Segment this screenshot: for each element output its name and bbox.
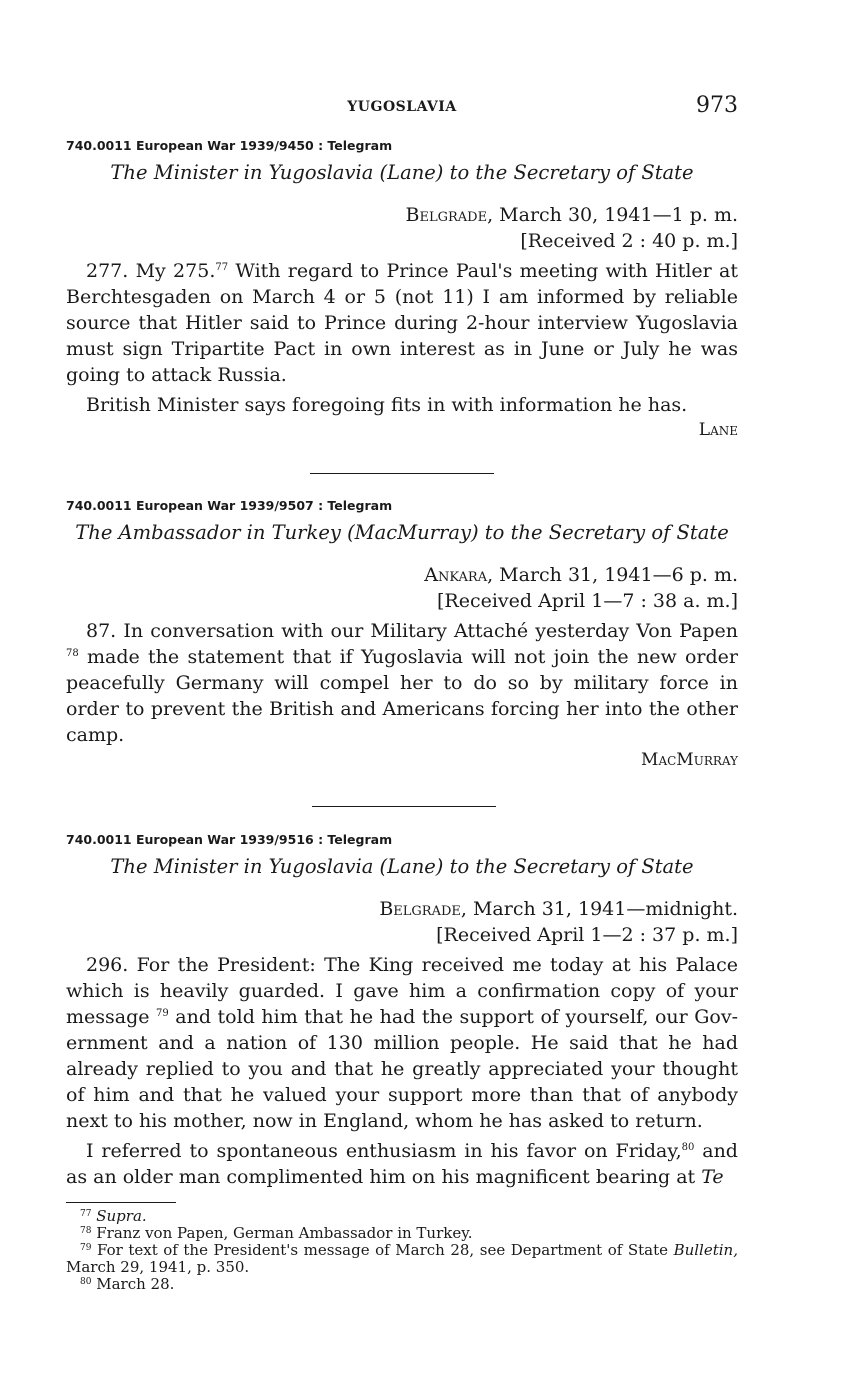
received-line: [Received 2 : 40 p. m.] — [520, 230, 738, 252]
footnote-text: Supra. — [96, 1207, 147, 1225]
paragraph-text: and told him that he had the support of yourself, our Gov-ernment and a nation of 130 million people. He said that he had already replied to you and that he greatly appreciated your thought of him and that he valued your support more than that of anybody next to his mother, now in England, whom he has asked to return. — [66, 1006, 738, 1132]
file-reference: 740.0011 European War 1939/9450 : Telegram — [66, 138, 393, 153]
footnote-ref: 79 — [156, 1008, 169, 1019]
dateline — [66, 562, 738, 588]
paragraph-lead: 87. In conversation with our Military Attaché yesterday Von Papen — [86, 620, 738, 642]
footnote-text-cont: March 29, 1941, p. 350. — [66, 1258, 250, 1276]
footnote-number: 77 — [80, 1209, 92, 1219]
paragraph-tail: Te — [701, 1166, 724, 1188]
footnote — [66, 1225, 738, 1242]
telegram-296 — [66, 832, 738, 1190]
telegram-heading: The Ambassador in Turkey (MacMurray) to the Secretary of State — [75, 521, 729, 544]
signature: Lane — [698, 420, 738, 440]
section-divider — [310, 473, 494, 474]
footnote — [66, 1276, 738, 1293]
dateline-date: March 31, 1941—6 p. m. — [493, 564, 738, 586]
paragraph-text: With regard to Prince Paul's meeting with Hitler at Berchtesgaden on March 4 or 5 (not 11) I am informed by reliable source that Hitler said to Prince during 2-hour interview Yugoslavia must sign Tripartite Pact in own interest as in June or July he was going to attack Russia. — [66, 260, 738, 386]
paragraph — [66, 952, 738, 1134]
dateline — [66, 896, 738, 922]
telegram-87 — [66, 498, 738, 770]
paragraph-lead: 277. My 275. — [86, 260, 216, 282]
dateline-place: Belgrade, — [379, 898, 467, 920]
footnotes — [66, 1208, 738, 1293]
footnote-text: March 28. — [96, 1275, 175, 1293]
footnote-number: 78 — [80, 1226, 92, 1236]
footnote-text: Franz von Papen, German Ambassador in Turkey. — [96, 1224, 473, 1242]
running-head — [66, 93, 738, 123]
paragraph-text: and as an older man complimented him on his magnificent bearing at — [66, 1140, 738, 1188]
footnote-ref: 77 — [215, 262, 229, 273]
telegram-heading: The Minister in Yugoslavia (Lane) to the Secretary of State — [110, 161, 694, 184]
footnote-number: 80 — [80, 1277, 92, 1287]
file-reference: 740.0011 European War 1939/9507 : Telegram — [66, 498, 393, 513]
dateline-date: March 30, 1941—1 p. m. — [493, 204, 738, 226]
paragraph — [66, 618, 738, 748]
paragraph — [66, 1138, 738, 1190]
received-line: [Received April 1—7 : 38 a. m.] — [436, 590, 738, 612]
page-number: 973 — [696, 93, 738, 118]
footnote-text-italic: Bulletin, — [673, 1241, 738, 1259]
file-reference: 740.0011 European War 1939/9516 : Telegram — [66, 832, 393, 847]
paragraph: British Minister says foregoing fits in with information he has. — [86, 394, 688, 416]
paragraph — [66, 258, 738, 388]
dateline-date: March 31, 1941—midnight. — [466, 898, 738, 920]
telegram-heading: The Minister in Yugoslavia (Lane) to the Secretary of State — [110, 855, 694, 878]
footnote-divider — [66, 1202, 176, 1203]
footnote-ref: 78 — [66, 648, 79, 659]
dateline-place: Ankara, — [424, 564, 494, 586]
footnote-ref: 80 — [681, 1142, 695, 1153]
section-divider — [312, 806, 496, 807]
dateline — [66, 202, 738, 228]
footnote-number: 79 — [80, 1243, 92, 1253]
dateline-place: Belgrade, — [405, 204, 494, 226]
paragraph-text: made the statement that if Yugoslavia will not join the new order peacefully Germany will compel her to do so by military force in order to prevent the British and Americans forcing her into the other camp. — [66, 646, 738, 746]
telegram-277 — [66, 138, 738, 440]
running-title: YUGOSLAVIA — [347, 99, 457, 115]
received-line: [Received April 1—2 : 37 p. m.] — [436, 924, 738, 946]
footnote — [66, 1208, 738, 1225]
paragraph-lead: 296. For the President: The King received me today at his Palace which is heavily guarded. I gave him a confirmation copy of your message — [66, 954, 738, 1028]
paragraph-lead: I referred to spontaneous enthusiasm in his favor on Friday, — [86, 1140, 682, 1162]
footnote — [66, 1242, 738, 1276]
signature: MacMurray — [641, 750, 738, 770]
footnote-text: For text of the President's message of March 28, see Department of State — [97, 1241, 669, 1259]
